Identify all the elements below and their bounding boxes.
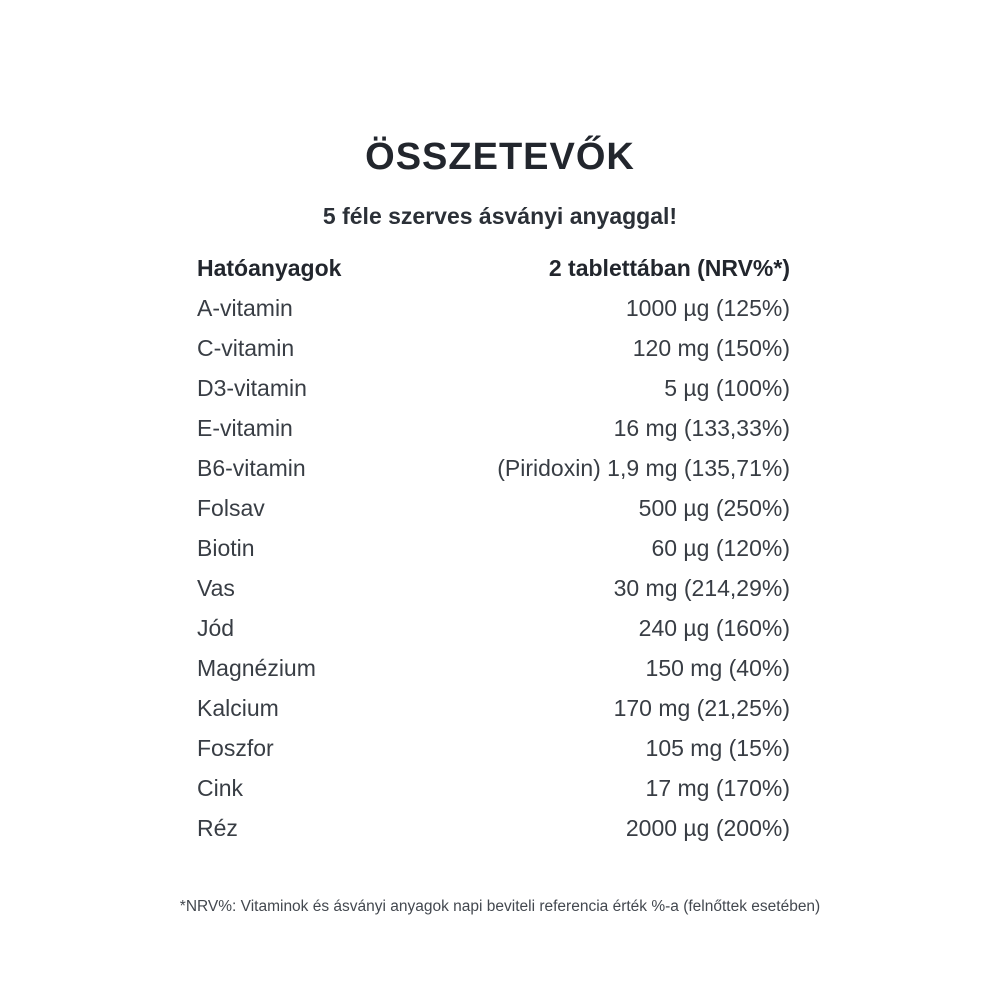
ingredient-value: 2000 µg (200%) (625, 815, 790, 841)
table-row (197, 528, 790, 568)
table-row (197, 568, 790, 608)
subtitle: 5 féle szerves ásványi anyaggal! (322, 203, 678, 229)
page-title: ÖSSZETEVŐK (365, 136, 635, 178)
table-row (197, 768, 790, 808)
ingredient-name: Folsav (197, 495, 265, 521)
table-row (197, 608, 790, 648)
ingredient-name: B6-vitamin (197, 455, 306, 481)
ingredient-table (197, 248, 790, 848)
table-row (197, 728, 790, 768)
column-header-ingredient: Hatóanyagok (197, 255, 342, 281)
ingredient-value: 60 µg (120%) (651, 535, 790, 561)
ingredient-value: (Piridoxin) 1,9 mg (135,71%) (497, 455, 790, 481)
column-header-amount: 2 tablettában (NRV%*) (548, 255, 790, 281)
nrv-footnote: *NRV%: Vitaminok és ásványi anyagok napi beviteli referencia érték %-a (felnőttek esetében) (179, 898, 821, 915)
table-row (197, 808, 790, 848)
ingredient-value: 120 mg (150%) (632, 335, 790, 361)
ingredient-name: Foszfor (197, 735, 274, 761)
table-row (197, 448, 790, 488)
table-row (197, 368, 790, 408)
ingredient-value: 17 mg (170%) (645, 775, 790, 801)
ingredient-name: Kalcium (197, 695, 279, 721)
ingredient-value: 30 mg (214,29%) (613, 575, 790, 601)
ingredient-name: Cink (197, 775, 244, 801)
table-row (197, 648, 790, 688)
table-row (197, 408, 790, 448)
table-row (197, 688, 790, 728)
table-header-row (197, 248, 790, 288)
ingredient-value: 240 µg (160%) (638, 615, 790, 641)
ingredient-name: Jód (197, 615, 235, 641)
ingredient-name: A-vitamin (197, 295, 293, 321)
ingredient-value: 170 mg (21,25%) (613, 695, 790, 721)
ingredient-value: 1000 µg (125%) (625, 295, 790, 321)
ingredient-name: Vas (197, 575, 235, 601)
ingredient-value: 105 mg (15%) (645, 735, 790, 761)
ingredient-name: Biotin (197, 535, 255, 561)
ingredient-value: 5 µg (100%) (664, 375, 790, 401)
ingredient-value: 500 µg (250%) (638, 495, 790, 521)
ingredient-name: E-vitamin (197, 415, 293, 441)
ingredient-name: Magnézium (197, 655, 316, 681)
ingredient-value: 16 mg (133,33%) (613, 415, 790, 441)
table-row (197, 328, 790, 368)
table-row (197, 288, 790, 328)
table-row (197, 488, 790, 528)
ingredient-value: 150 mg (40%) (645, 655, 790, 681)
ingredient-name: C-vitamin (197, 335, 295, 361)
ingredient-name: D3-vitamin (197, 375, 307, 401)
ingredient-name: Réz (197, 815, 238, 841)
